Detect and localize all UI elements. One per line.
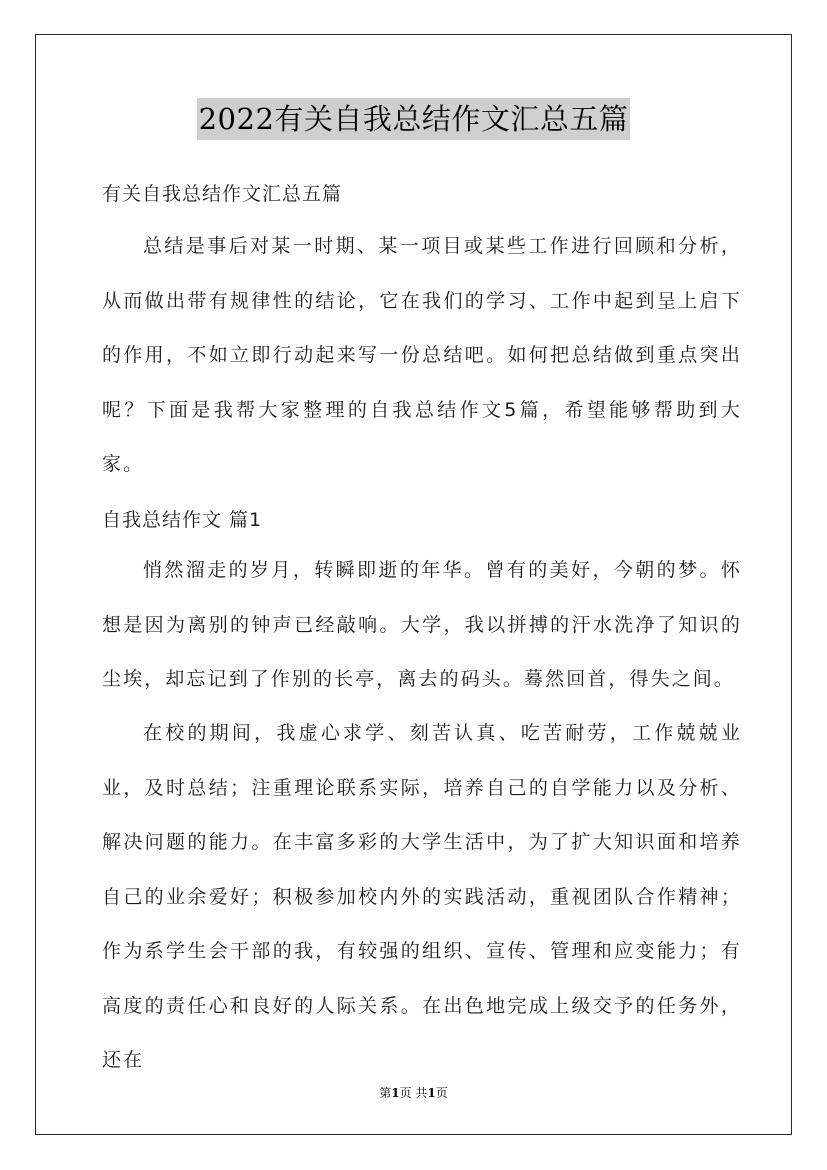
document-title: 2022有关自我总结作文汇总五篇 (197, 98, 631, 140)
section-heading: 自我总结作文 篇1 (102, 509, 263, 531)
intro-paragraph: 总结是事后对某一时期、某一项目或某些工作进行回顾和分析，从而做出带有规律性的结论，它在我们的学习、工作中起到呈上启下的作用，不如立即行动起来写一份总结吧。如何把总结做到重点突出呢？下面是我帮大家整理的自我总结作文5篇，希望能够帮助到大家。 (102, 235, 742, 475)
document-subtitle: 有关自我总结作文汇总五篇 (102, 183, 343, 205)
body-paragraph: 在校的期间，我虚心求学、刻苦认真、吃苦耐劳，工作兢兢业业，及时总结；注重理论联系实际，培养自己的自学能力以及分析、解决问题的能力。在丰富多彩的大学生活中，为了扩大知识面和培养自己的业余爱好；积极参加校内外的实践活动，重视团队合作精神；作为系学生会干部的我，有较强的组织、宣传、管理和应变能力；有高度的责任心和良好的人际关系。在出色地完成上级交予的任务外，还在 (102, 722, 742, 1071)
footer-suffix: 页 (435, 1086, 448, 1100)
body-paragraph: 悄然溜走的岁月，转瞬即逝的年华。曾有的美好，今朝的梦。怀想是因为离别的钟声已经敲响。大学，我以拼搏的汗水洗净了知识的尘埃，却忘记到了作别的长亭，离去的码头。蓦然回首，得失之间。 (102, 559, 742, 690)
footer-prefix: 第 (379, 1086, 392, 1100)
footer-mid: 页 共 (399, 1086, 428, 1100)
current-page-number: 1 (391, 1086, 400, 1100)
total-page-number: 1 (427, 1086, 436, 1100)
page-footer (0, 1084, 827, 1101)
title-container (0, 98, 827, 140)
